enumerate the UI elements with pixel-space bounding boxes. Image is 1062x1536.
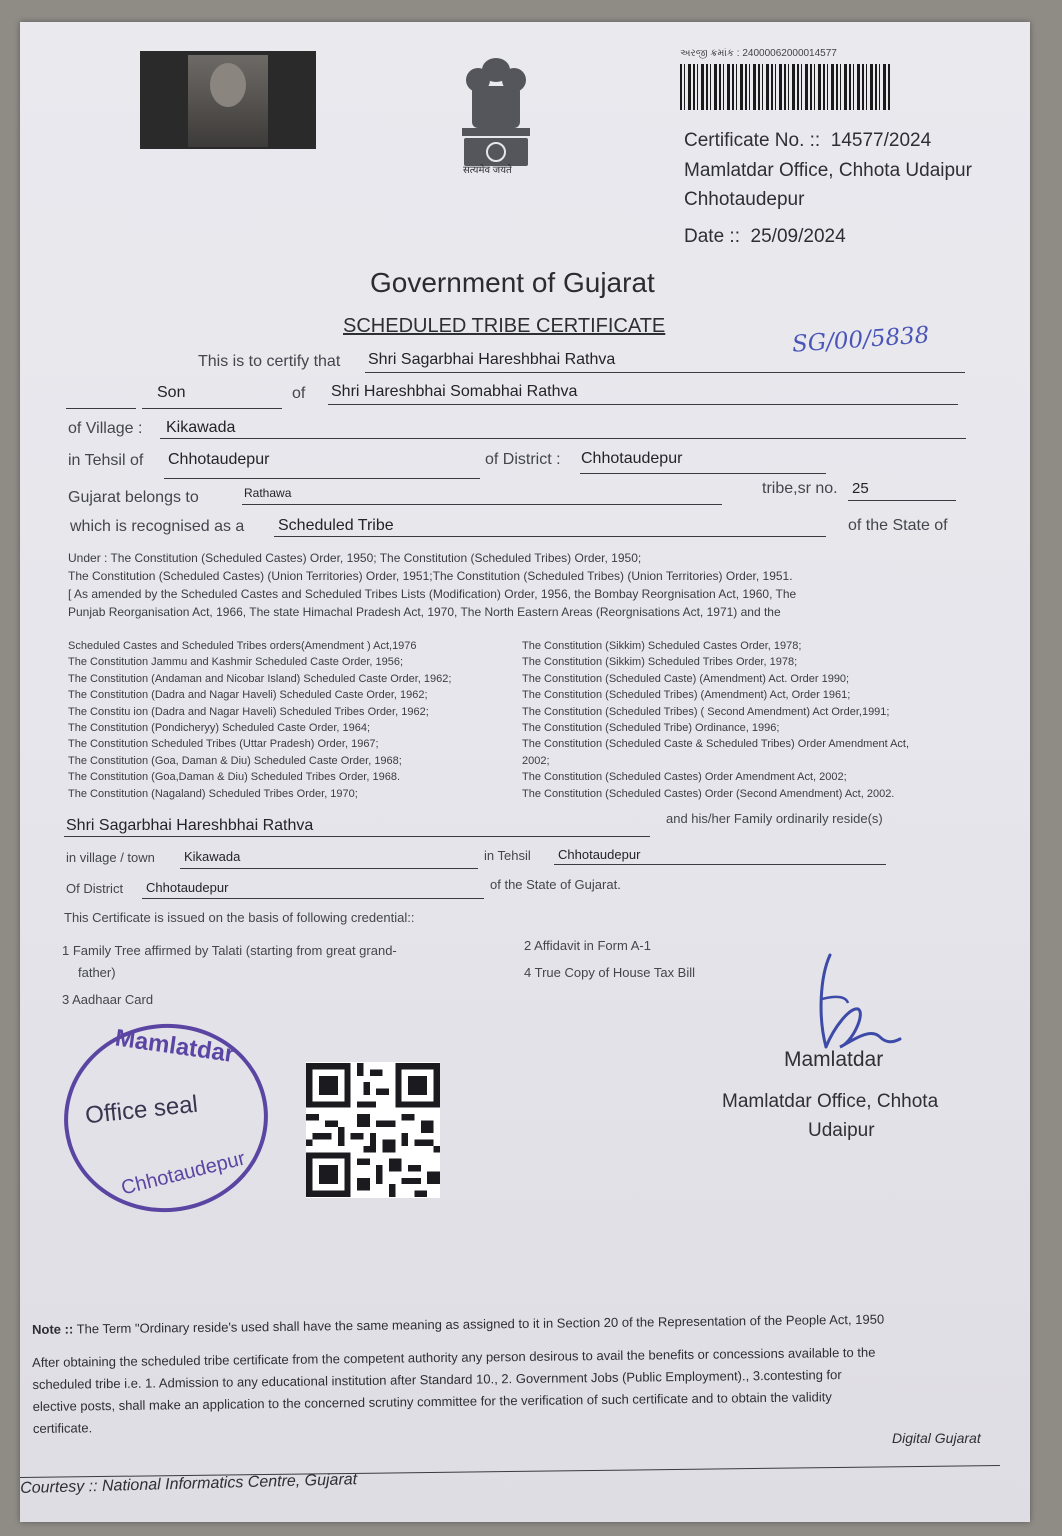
- note-line: elective posts, shall make an application to the concerned scrutiny committee for the verification of such certificate and to obtain the validity: [32, 1389, 832, 1414]
- signatory-office: Mamlatdar Office, Chhota: [722, 1091, 939, 1112]
- reside-label: and his/her Family ordinarily reside(s): [666, 811, 883, 826]
- village-value: Kikawada: [166, 419, 236, 436]
- order-item: The Constitution (Scheduled Castes) Order (Second Amendment) Act, 2002.: [522, 787, 895, 800]
- relation: Son: [157, 384, 186, 401]
- res-tehsil-value: Chhotaudepur: [558, 847, 641, 862]
- of-label: of: [292, 385, 306, 402]
- orders-list-right: [522, 638, 909, 802]
- order-item: The Constitution (Scheduled Tribe) Ordinance, 1996;: [522, 722, 780, 735]
- holder-name: Shri Sagarbhai Hareshbhai Rathva: [368, 351, 616, 368]
- note-line: After obtaining the scheduled tribe certificate from the competent authority any person desirous to avail the benefits or concessions available to the: [32, 1344, 876, 1370]
- order-item: The Constitution (Sikkim) Scheduled Tribes Order, 1978;: [522, 656, 798, 669]
- signatory-office-city: Udaipur: [808, 1120, 875, 1141]
- digital-gujarat-label: Digital Gujarat: [892, 1430, 981, 1446]
- issuing-office: Mamlatdar Office, Chhota Udaipur: [684, 160, 972, 181]
- father-name: Shri Hareshbhai Somabhai Rathva: [331, 383, 578, 400]
- emblem-motto: सत्यमेव जयते: [463, 165, 512, 176]
- state-label: of the State of: [848, 517, 948, 534]
- order-item: The Constitution (Scheduled Caste) (Amendment) Act. Order 1990;: [522, 672, 850, 685]
- note-line: scheduled tribe i.e. 1. Admission to any educational institution after Standard 10., 2. Government Jobs (Public Employment)., 3.contesting for: [32, 1367, 842, 1392]
- certificate-no-label: Certificate No. ::: [684, 130, 821, 151]
- district-value: Chhotaudepur: [581, 450, 683, 467]
- res-village-value: Kikawada: [184, 849, 241, 864]
- handwritten-serial: SG/00/5838: [791, 322, 931, 358]
- note: [32, 1312, 884, 1337]
- order-item: 2002;: [522, 754, 550, 767]
- order-item: The Constitution (Scheduled Caste & Scheduled Tribes) Order Amendment Act,: [522, 738, 910, 751]
- credential-1-cont: father): [78, 965, 116, 980]
- date-value: 25/09/2024: [750, 226, 846, 247]
- office-seal-stamp: [55, 1014, 278, 1222]
- res-state-label: of the State of Gujarat.: [490, 877, 621, 892]
- tribe-name: Rathawa: [244, 486, 292, 500]
- credential-4: 4 True Copy of House Tax Bill: [524, 965, 696, 980]
- order-item: The Constitution (Goa,Daman & Diu) Scheduled Tribes Order, 1968.: [68, 771, 401, 784]
- issuing-office-city: Chhotaudepur: [684, 189, 805, 210]
- order-item: The Constitution Jammu and Kashmir Scheduled Caste Order, 1956;: [68, 656, 404, 669]
- stamp-top-text: Mamlatdar: [113, 1024, 237, 1068]
- certificate-no-value: 14577/2024: [830, 130, 932, 151]
- credential-1: 1 Family Tree affirmed by Talati (starting from great grand-: [62, 943, 397, 958]
- signatory-title: Mamlatdar: [784, 1048, 884, 1071]
- order-item: The Constitution (Scheduled Tribes) (Amendment) Act, Order 1961;: [522, 689, 851, 702]
- order-item: The Constitution (Nagaland) Scheduled Tribes Order, 1970;: [68, 787, 358, 800]
- res-village-label: in village / town: [66, 850, 155, 865]
- date-label: Date ::: [684, 226, 740, 247]
- ashoka-emblem-icon: [454, 50, 538, 180]
- note-text: The Term "Ordinary reside's used shall have the same meaning as assigned to it in Section 20 of the Representation of the People Act, 1950: [73, 1311, 885, 1337]
- legal-basis-line: [ As amended by the Scheduled Castes and Scheduled Tribes Lists (Modification) Order, 1956, the Bombay Reorgnisation Act, 1960, The: [68, 587, 797, 601]
- issue-date: [684, 226, 846, 248]
- order-item: The Constitution (Sikkim) Scheduled Castes Order, 1978;: [522, 640, 802, 652]
- stamp-middle-text: Office seal: [83, 1090, 200, 1130]
- courtesy-footer: Courtesy :: National Informatics Centre, Gujarat: [20, 1471, 358, 1497]
- belongs-label: Gujarat belongs to: [68, 489, 199, 506]
- certificate-type: SCHEDULED TRIBE CERTIFICATE: [343, 315, 666, 337]
- res-tehsil-label: in Tehsil: [484, 848, 531, 863]
- certify-label: This is to certify that: [198, 353, 341, 370]
- barcode: [680, 64, 890, 110]
- legal-basis-line: Under : The Constitution (Scheduled Castes) Order, 1950; The Constitution (Scheduled Tribes) Order, 1950;: [68, 551, 642, 565]
- tehsil-label: in Tehsil of: [68, 452, 144, 469]
- order-item: The Constitu ion (Dadra and Nagar Haveli) Scheduled Tribes Order, 1962;: [68, 705, 429, 718]
- orders-list-left: [68, 638, 451, 802]
- order-item: The Constitution (Scheduled Castes) Order Amendment Act, 2002;: [522, 771, 847, 784]
- note-line: certificate.: [32, 1420, 93, 1436]
- res-district-label: Of District: [66, 881, 124, 896]
- certificate-number: [684, 130, 931, 152]
- recognised-label: which is recognised as a: [70, 518, 245, 535]
- note-label: Note ::: [32, 1321, 74, 1337]
- order-item: The Constitution (Dadra and Nagar Haveli) Scheduled Caste Order, 1962;: [68, 689, 428, 702]
- qr-code: [306, 1062, 440, 1198]
- legal-basis-line: The Constitution (Scheduled Castes) (Union Territories) Order, 1951;The Constitution (Scheduled Tribes) (Union Territories) Order, 1951.: [68, 569, 793, 583]
- legal-basis: [68, 549, 796, 621]
- order-item: Scheduled Castes and Scheduled Tribes orders(Amendment ) Act,1976: [68, 640, 417, 652]
- recognised-value: Scheduled Tribe: [278, 517, 394, 534]
- credential-2: 2 Affidavit in Form A-1: [524, 938, 651, 953]
- order-item: The Constitution (Goa, Daman & Diu) Scheduled Caste Order, 1968;: [68, 754, 402, 767]
- tribe-sr-value: 25: [852, 480, 869, 497]
- resident-name: Shri Sagarbhai Hareshbhai Rathva: [66, 817, 314, 834]
- district-label: of District :: [485, 451, 561, 468]
- credential-3: 3 Aadhaar Card: [62, 992, 154, 1007]
- legal-basis-line: Punjab Reorganisation Act, 1966, The state Himachal Pradesh Act, 1970, The North Eastern Areas (Reorgnisations Act, 1971) and the: [68, 605, 781, 619]
- order-item: The Constitution (Pondicheryy) Scheduled Caste Order, 1964;: [68, 722, 371, 735]
- certificate-sheet: [20, 22, 1030, 1522]
- order-item: The Constitution (Scheduled Tribes) ( Second Amendment) Act Order,1991;: [522, 705, 890, 718]
- order-item: The Constitution Scheduled Tribes (Uttar Pradesh) Order, 1967;: [68, 738, 379, 751]
- res-district-value: Chhotaudepur: [146, 880, 229, 895]
- tribe-sr-label: tribe,sr no.: [762, 480, 838, 497]
- applicant-photo: [140, 51, 316, 149]
- credentials-intro: This Certificate is issued on the basis of following credential::: [64, 910, 415, 925]
- note-instructions: [32, 1342, 876, 1440]
- stamp-bottom-text: Chhotaudepur: [119, 1147, 248, 1200]
- village-label: of Village :: [68, 420, 143, 437]
- page-title: Government of Gujarat: [370, 267, 655, 298]
- tehsil-value: Chhotaudepur: [168, 451, 270, 468]
- application-number: અરજી ક્રમાંક : 24000062000014577: [680, 48, 837, 59]
- order-item: The Constitution (Andaman and Nicobar Island) Scheduled Caste Order, 1962;: [68, 672, 452, 685]
